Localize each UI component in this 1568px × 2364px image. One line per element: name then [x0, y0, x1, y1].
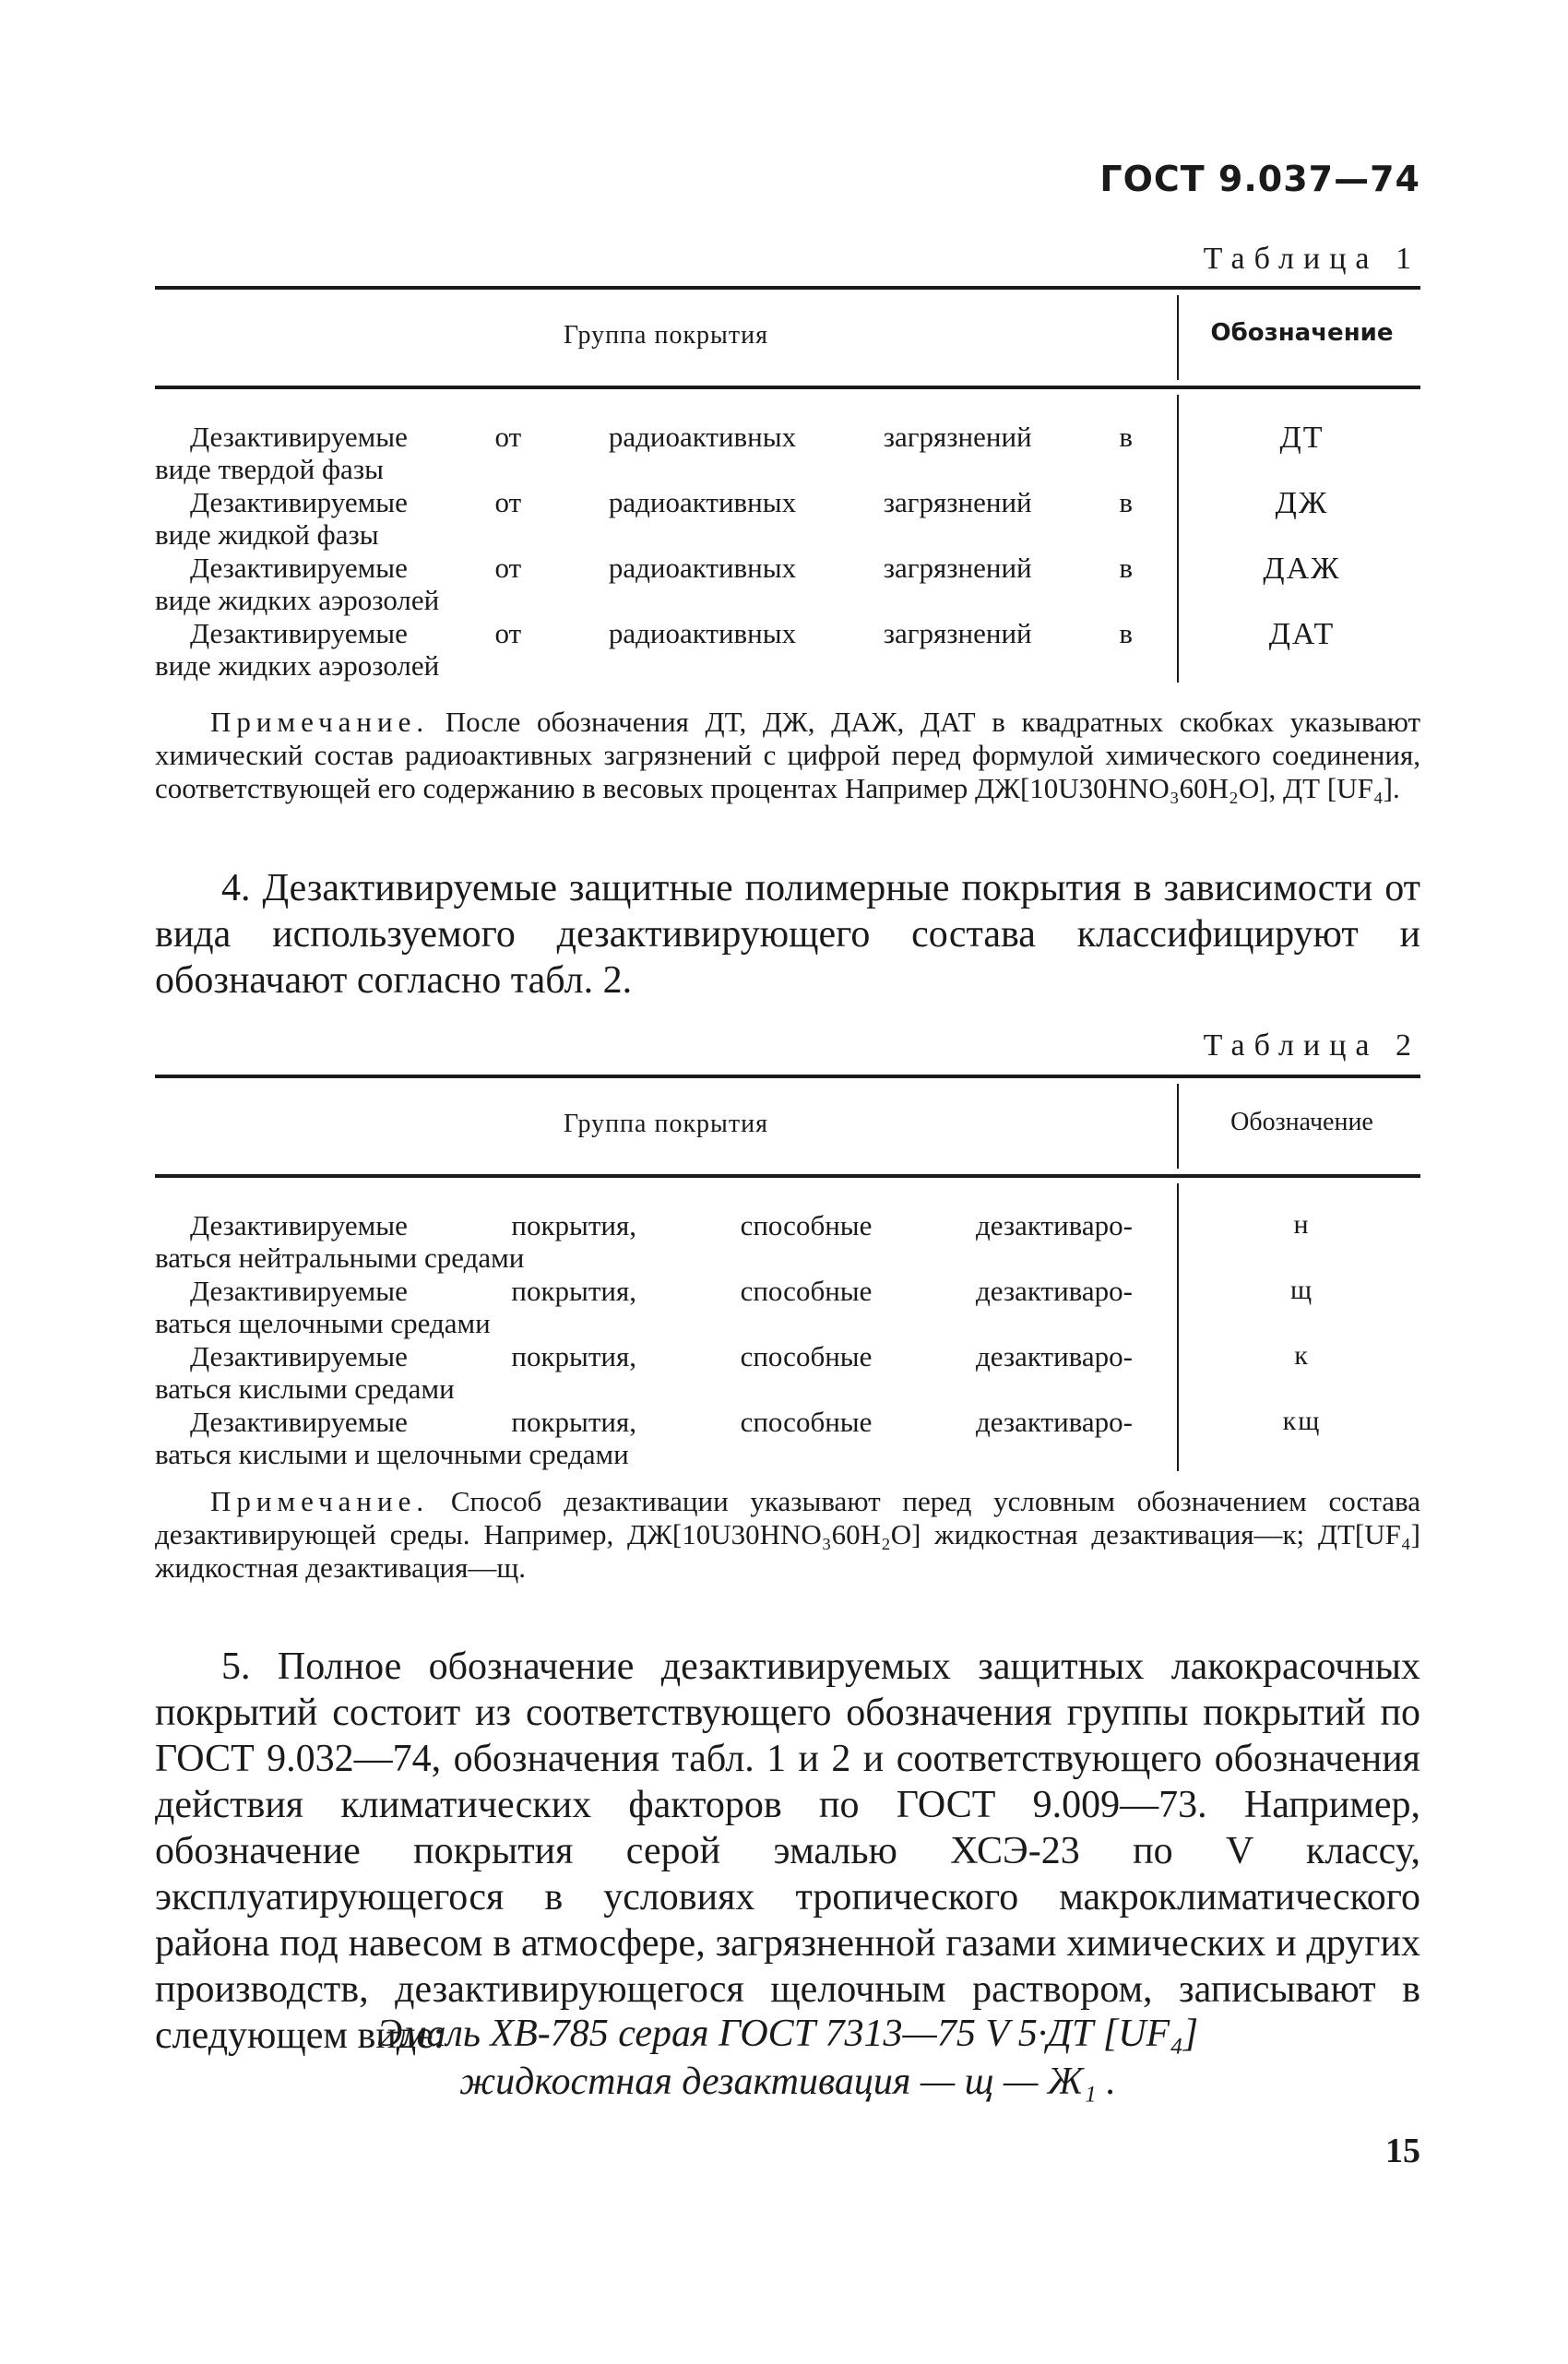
- table1: [155, 286, 1420, 692]
- word: от: [494, 552, 522, 584]
- word: загрязнений: [883, 421, 1032, 453]
- row-group-line2: ваться щелочными средами: [155, 1307, 491, 1339]
- row-sign: ДЖ: [1275, 486, 1329, 520]
- table1-header-divider: [1177, 295, 1179, 380]
- word: способные: [740, 1209, 873, 1241]
- word: загрязнений: [883, 552, 1032, 584]
- paragraph-5: 5. Полное обозначение дезактивируемых защитных лакокрасочных покрытий состоит из соответствующего обозначения группы покрытий по ГОСТ 9.032—74, обозначения табл. 1 и 2 и соответствующего обозначения действия климатических факторов по ГОСТ 9.009—73. Например, обозначение покрытия серой эмалью ХСЭ-23 по V классу, эксплуатирующегося в условиях тропического макроклиматического района под навесом в атмосфере, загрязненной газами химических и других производств, дезактивирующегося щелочным раствором, записывают в следующем виде:: [155, 1645, 1420, 2057]
- row-group-text: [155, 1340, 1133, 1405]
- word: дезактиваро-: [975, 1340, 1133, 1372]
- word: загрязнений: [883, 486, 1032, 518]
- word: радиоактивных: [608, 552, 797, 584]
- word: радиоактивных: [608, 617, 797, 649]
- table2-note: [155, 1485, 1420, 1585]
- word: Дезактивируемые: [190, 552, 408, 584]
- row-group-text: [155, 1406, 1133, 1470]
- table-row: [155, 486, 1420, 552]
- row-group-line2: виде жидкой фазы: [155, 518, 379, 551]
- table1-caption: Таблица 1: [1203, 242, 1420, 276]
- table1-body: [155, 389, 1420, 692]
- table-row: [155, 1275, 1420, 1340]
- formula-line-1: Эмаль ХВ-785 серая ГОСТ 7313—75 V 5·ДТ [UF₄]: [376, 2013, 1199, 2055]
- row-sign: кщ: [1282, 1406, 1322, 1436]
- word: радиоактивных: [608, 486, 797, 518]
- word: покрытия,: [511, 1209, 637, 1241]
- table2-caption: Таблица 2: [1203, 1028, 1420, 1063]
- word: в: [1119, 421, 1133, 453]
- word: от: [494, 421, 522, 453]
- page-number: 15: [1385, 2132, 1420, 2170]
- note-text: Способ дезактивации указывают перед условным обозначением состава дезактивирующей среды. Например, ДЖ[10U30HNO₃60H₂O] жидкостная дезактивация—к; ДТ[UF₄] жидкостная дезактивация—щ.: [155, 1485, 1420, 1584]
- row-group-text: [155, 1209, 1133, 1274]
- note-text: После обозначения ДТ, ДЖ, ДАЖ, ДАТ в квадратных скобках указывают химический состав радиоактивных загрязнений с цифрой перед формулой химического соединения, соответствующей его содержанию в весовых процентах Например ДЖ[10U30HNO₃60H₂O], ДТ [UF₄].: [155, 706, 1421, 804]
- word: способные: [740, 1275, 873, 1307]
- row-sign: н: [1293, 1209, 1311, 1240]
- word: загрязнений: [883, 617, 1032, 649]
- row-group-line2: ваться кислыми и щелочными средами: [155, 1438, 629, 1470]
- word: радиоактивных: [608, 421, 797, 453]
- word: в: [1119, 617, 1133, 649]
- table2-body: [155, 1178, 1420, 1480]
- word: в: [1119, 552, 1133, 584]
- word: покрытия,: [511, 1340, 637, 1372]
- table-row: [155, 1406, 1420, 1471]
- table-row: [155, 1209, 1420, 1275]
- word: покрытия,: [511, 1275, 637, 1307]
- table2-header-divider: [1177, 1084, 1179, 1169]
- row-group-line2: виде жидких аэрозолей: [155, 584, 440, 616]
- table1-note: [155, 706, 1420, 805]
- table1-col-group: Группа покрытия: [564, 321, 768, 350]
- paragraph-4: 4. Дезактивируемые защитные полимерные покрытия в зависимости от вида используемого дезактивирующего состава классифицируют и обозначают согласно табл. 2.: [155, 867, 1420, 1002]
- table-row: [155, 552, 1420, 617]
- table2-header: [155, 1078, 1420, 1174]
- table-row: [155, 421, 1420, 486]
- word: от: [494, 617, 522, 649]
- table-row: [155, 617, 1420, 683]
- table1-header: [155, 290, 1420, 386]
- note-label: Примечание.: [210, 706, 430, 738]
- row-group-text: [155, 617, 1133, 682]
- table2: [155, 1075, 1420, 1480]
- row-sign: ДАТ: [1268, 617, 1336, 651]
- word: Дезактивируемые: [190, 486, 408, 518]
- word: Дезактивируемые: [190, 1209, 408, 1241]
- row-sign: ДАЖ: [1263, 552, 1341, 586]
- table2-col-sign: Обозначение: [1230, 1108, 1373, 1136]
- row-sign: ДТ: [1279, 421, 1324, 455]
- row-group-text: [155, 552, 1133, 616]
- word: Дезактивируемые: [190, 617, 408, 649]
- row-group-text: [155, 486, 1133, 551]
- standard-number: ГОСТ 9.037—74: [1099, 159, 1420, 199]
- word: Дезактивируемые: [190, 1406, 408, 1438]
- word: Дезактивируемые: [190, 421, 408, 453]
- table-row: [155, 1340, 1420, 1406]
- row-group-text: [155, 1275, 1133, 1339]
- word: Дезактивируемые: [190, 1340, 408, 1372]
- word: от: [494, 486, 522, 518]
- table1-col-sign: Обозначение: [1210, 319, 1394, 347]
- formula-line-2: жидкостная дезактивация — щ — Ж₁ .: [459, 2061, 1116, 2103]
- row-group-line2: виде твердой фазы: [155, 453, 384, 485]
- note-label: Примечание.: [210, 1485, 430, 1517]
- word: способные: [740, 1406, 873, 1438]
- table2-col-group: Группа покрытия: [564, 1110, 768, 1138]
- row-group-line2: ваться кислыми средами: [155, 1372, 455, 1405]
- word: покрытия,: [511, 1406, 637, 1438]
- word: Дезактивируемые: [190, 1275, 408, 1307]
- row-group-line2: ваться нейтральными средами: [155, 1241, 525, 1274]
- word: дезактиваро-: [975, 1275, 1133, 1307]
- word: дезактиваро-: [975, 1209, 1133, 1241]
- word: дезактиваро-: [975, 1406, 1133, 1438]
- row-sign: к: [1294, 1340, 1310, 1371]
- row-group-line2: виде жидких аэрозолей: [155, 649, 440, 682]
- word: в: [1119, 486, 1133, 518]
- row-group-text: [155, 421, 1133, 485]
- row-sign: щ: [1289, 1275, 1314, 1305]
- word: способные: [740, 1340, 873, 1372]
